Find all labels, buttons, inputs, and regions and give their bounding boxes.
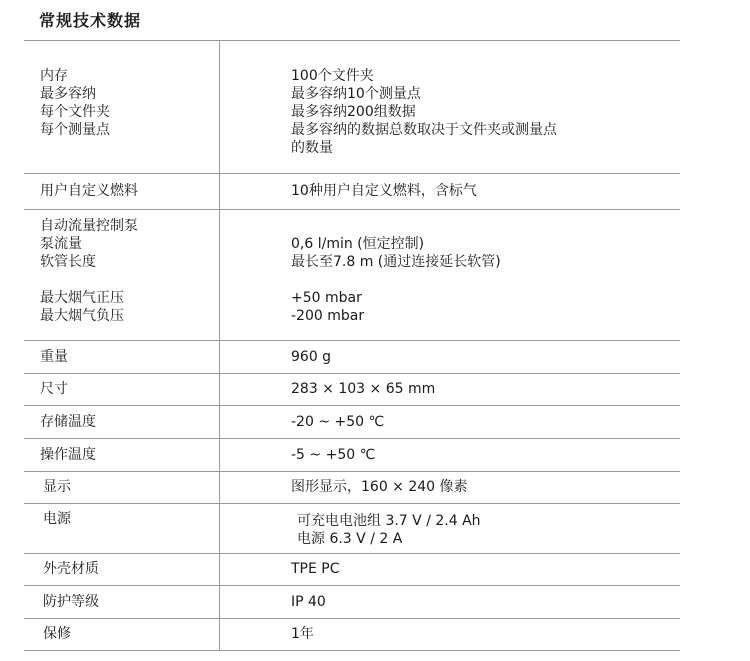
row-value-cell (220, 341, 331, 373)
row-value: +50 mbar (291, 290, 362, 306)
row-label: 外壳材质 (43, 561, 99, 577)
row-label: 显示 (43, 479, 71, 495)
row-label: 用户自定义燃料 (40, 183, 138, 199)
table-row-pump (24, 210, 680, 341)
row-value: 最长至7.8 m (通过连接延长软管) (291, 254, 501, 270)
table-row-housing (24, 554, 680, 586)
row-value: 可充电电池组 3.7 V / 2.4 Ah (297, 513, 481, 529)
table-row-dimensions (24, 374, 680, 406)
table-row-display (24, 472, 680, 504)
row-label: 存储温度 (40, 414, 96, 430)
row-label: 重量 (40, 349, 68, 365)
row-label-cell (24, 41, 220, 173)
table-row-memory (24, 41, 680, 174)
row-value-cell (220, 472, 468, 503)
row-label: 软管长度 (40, 254, 96, 270)
spec-table (24, 40, 680, 651)
row-label-cell (24, 586, 220, 618)
table-row-warranty (24, 619, 680, 651)
row-value: IP 40 (291, 594, 326, 610)
row-value: -200 mbar (291, 308, 365, 324)
row-value: 10种用户自定义燃料，含标气 (291, 183, 477, 199)
table-row-storage-temp (24, 406, 680, 439)
row-value-cell (220, 554, 340, 585)
row-label: 电源 (43, 511, 71, 527)
row-value: 最多容纳200组数据 (291, 104, 416, 120)
row-label-cell (24, 341, 220, 373)
row-label-cell (24, 619, 220, 650)
row-label: 最多容纳 (40, 86, 96, 102)
row-value: 的数量 (291, 140, 333, 156)
row-label-cell (24, 439, 220, 471)
table-row-custom-fuels (24, 174, 680, 210)
row-value-cell (220, 439, 375, 471)
row-value: 100个文件夹 (291, 68, 374, 84)
row-label-cell (24, 504, 220, 553)
row-label: 尺寸 (40, 381, 68, 397)
row-label-cell (24, 174, 220, 209)
row-label: 最大烟气正压 (40, 290, 124, 306)
row-label-cell (24, 374, 220, 405)
row-value: TPE PC (291, 561, 340, 577)
row-value: 图形显示，160 × 240 像素 (291, 479, 468, 495)
row-label: 内存 (40, 68, 68, 84)
row-value: -5 ~ +50 ℃ (291, 447, 376, 463)
table-row-weight (24, 341, 680, 374)
page-title: 常规技术数据 (39, 11, 142, 30)
row-value-cell (220, 619, 314, 650)
row-label-cell (24, 554, 220, 585)
row-label: 每个测量点 (40, 122, 110, 138)
row-label: 防护等级 (43, 594, 99, 610)
row-label-cell (24, 406, 220, 438)
row-label: 泵流量 (40, 236, 82, 252)
row-value: 电源 6.3 V / 2 A (297, 531, 403, 547)
row-value-cell (220, 41, 557, 173)
row-label-cell (24, 472, 220, 503)
row-label: 自动流量控制泵 (40, 218, 138, 234)
row-value: -20 ~ +50 ℃ (291, 414, 385, 430)
row-value: 0,6 l/min (恒定控制) (291, 236, 425, 252)
row-value: 283 × 103 × 65 mm (291, 381, 436, 397)
row-label: 最大烟气负压 (40, 308, 124, 324)
row-value: 960 g (291, 349, 332, 365)
row-value: 1年 (291, 626, 314, 642)
table-row-protection (24, 586, 680, 619)
row-value: 最多容纳的数据总数取决于文件夹或测量点 (291, 122, 557, 138)
row-label: 每个文件夹 (40, 104, 110, 120)
row-value-cell (220, 504, 481, 553)
row-value-cell (220, 406, 384, 438)
table-row-power (24, 504, 680, 554)
row-value: 最多容纳10个测量点 (291, 86, 421, 102)
table-row-operating-temp (24, 439, 680, 472)
row-label: 操作温度 (40, 447, 96, 463)
row-value-cell (220, 374, 435, 405)
row-value-cell (220, 210, 501, 340)
row-label-cell (24, 210, 220, 340)
row-value-cell (220, 586, 326, 618)
row-label: 保修 (43, 626, 71, 642)
row-value-cell (220, 174, 477, 209)
